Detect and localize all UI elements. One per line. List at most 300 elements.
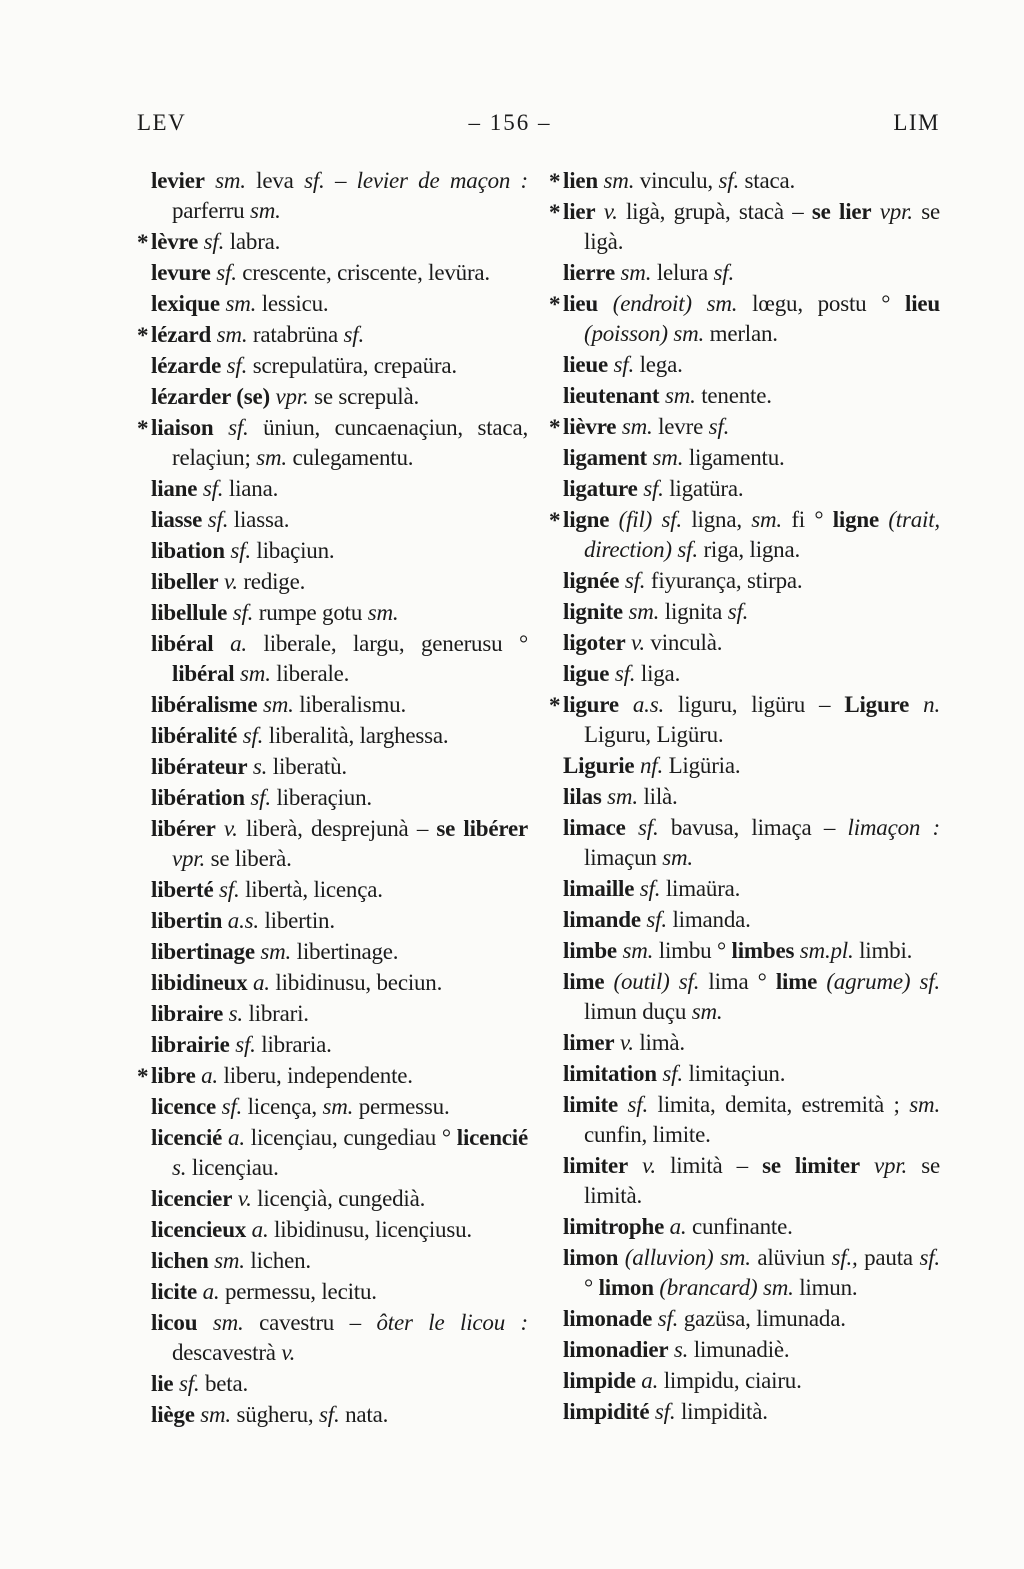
entry-translation: libraria. xyxy=(255,1032,332,1057)
dictionary-entry xyxy=(549,258,940,288)
entry-grammar-or-idiom: sf. xyxy=(213,877,240,902)
entry-headword: lime xyxy=(775,969,818,994)
entry-headword: lime xyxy=(563,969,605,994)
dictionary-entry xyxy=(549,936,940,966)
entry-translation: liberaçiun. xyxy=(270,785,372,810)
dictionary-entry xyxy=(137,1184,528,1214)
entry-grammar-or-idiom: sf. xyxy=(640,907,667,932)
entry-translation: licençià, cungedià. xyxy=(251,1186,426,1211)
entry-translation: se screpulà. xyxy=(308,384,419,409)
entry-headword: limace xyxy=(563,815,626,840)
asterisk-marker: * xyxy=(549,292,561,317)
entry-grammar-or-idiom: sm. xyxy=(751,507,782,532)
entry-grammar-or-idiom: v. xyxy=(628,1153,656,1178)
entry-headword: lignite xyxy=(563,599,623,624)
entry-grammar-or-idiom: v. xyxy=(625,630,645,655)
dictionary-entry xyxy=(137,721,528,751)
entry-grammar-or-idiom: sf. xyxy=(319,1402,340,1427)
entry-translation: limpidu, ciairu. xyxy=(658,1368,802,1393)
entry-grammar-or-idiom: sf. xyxy=(713,260,735,285)
entry-grammar-or-idiom: sf. xyxy=(224,538,251,563)
entry-headword: limpide xyxy=(563,1368,636,1393)
entry-translation: staca. xyxy=(739,168,796,193)
entry-translation: nata. xyxy=(339,1402,389,1427)
entry-translation: lelura xyxy=(651,260,714,285)
entry-grammar-or-idiom: sm.pl. xyxy=(794,938,854,963)
entry-translation: se limità. xyxy=(584,1153,940,1208)
dictionary-entry xyxy=(549,967,940,1027)
entry-grammar-or-idiom: vpr. xyxy=(269,384,309,409)
entry-headword: licencié xyxy=(456,1125,528,1150)
entry-grammar-or-idiom: a. xyxy=(222,1125,245,1150)
dictionary-entry xyxy=(549,782,940,812)
entry-headword: ligament xyxy=(563,445,647,470)
entry-translation: liberale. xyxy=(270,661,350,686)
dictionary-entry xyxy=(549,1243,940,1303)
dictionary-entry xyxy=(137,1369,528,1399)
asterisk-marker: * xyxy=(549,169,561,194)
entry-translation: ligna, xyxy=(681,507,752,532)
dictionary-entry xyxy=(137,1092,528,1122)
entry-headword: lézarder (se) xyxy=(151,384,270,409)
dictionary-entry xyxy=(549,1397,940,1427)
entry-translation: libaçiun. xyxy=(250,538,335,563)
dictionary-entry xyxy=(137,598,528,628)
entry-headword: libellule xyxy=(151,600,228,625)
dictionary-entry xyxy=(137,875,528,905)
entry-grammar-or-idiom: sm. xyxy=(257,692,294,717)
entry-grammar-or-idiom: (poisson) sm. xyxy=(584,321,705,346)
entry-headword: levure xyxy=(151,260,211,285)
entry-headword: libérateur xyxy=(151,754,248,779)
entry-translation: screpulatüra, crepaüra. xyxy=(247,353,457,378)
entry-headword: lièvre xyxy=(563,414,617,439)
dictionary-entry xyxy=(549,566,940,596)
entry-translation: permessu. xyxy=(353,1094,450,1119)
entry-grammar-or-idiom: (brancard) sm. xyxy=(653,1275,794,1300)
entry-grammar-or-idiom: sf. xyxy=(649,1399,676,1424)
dictionary-entry xyxy=(549,1059,940,1089)
entry-grammar-or-idiom: sf. xyxy=(637,476,664,501)
entry-headword: libeller xyxy=(151,569,219,594)
entry-headword: lézard xyxy=(151,322,212,347)
entry-headword: libéralité xyxy=(151,723,238,748)
entry-headword: limbe xyxy=(563,938,617,963)
entry-headword: limpidité xyxy=(563,1399,650,1424)
entry-headword: ligne xyxy=(832,507,879,532)
entry-translation: limà. xyxy=(633,1030,685,1055)
dictionary-entry xyxy=(549,1366,940,1396)
dictionary-entry xyxy=(137,258,528,288)
entry-grammar-or-idiom: vpr. xyxy=(871,199,913,224)
dictionary-column-left xyxy=(137,166,528,1431)
entry-grammar-or-idiom: sf. xyxy=(656,1061,683,1086)
entry-grammar-or-idiom: vpr. xyxy=(859,1153,908,1178)
entry-translation: leva xyxy=(245,168,305,193)
dictionary-entry xyxy=(549,412,940,442)
entry-grammar-or-idiom: sm. xyxy=(250,198,281,223)
entry-headword: lieue xyxy=(563,352,608,377)
entry-headword: libre xyxy=(151,1063,196,1088)
entry-grammar-or-idiom: (trait, direction) sf. xyxy=(584,507,940,562)
entry-headword: licencier xyxy=(151,1186,233,1211)
entry-translation: liberalità, larghessa. xyxy=(263,723,449,748)
entry-headword: lichen xyxy=(151,1248,209,1273)
entry-grammar-or-idiom: v. xyxy=(218,569,238,594)
entry-headword: lilas xyxy=(563,784,602,809)
entry-headword: limiter xyxy=(563,1153,629,1178)
entry-grammar-or-idiom: sm. xyxy=(622,599,660,624)
entry-grammar-or-idiom: sm. xyxy=(691,999,723,1024)
entry-translation: limita, demita, estremità ; xyxy=(648,1092,910,1117)
entry-grammar-or-idiom: sf. xyxy=(619,568,646,593)
entry-translation: descavestrà xyxy=(172,1340,282,1365)
entry-headword: limitrophe xyxy=(563,1214,665,1239)
entry-headword: libidineux xyxy=(151,970,248,995)
dictionary-entry xyxy=(549,905,940,935)
dictionary-entry xyxy=(549,289,940,349)
entry-headword: lier xyxy=(563,199,596,224)
dictionary-entry xyxy=(549,1090,940,1150)
entry-grammar-or-idiom: s. xyxy=(223,1001,243,1026)
entry-translation: libertà, licença. xyxy=(239,877,383,902)
entry-headword: limande xyxy=(563,907,641,932)
entry-grammar-or-idiom: sf. xyxy=(652,1306,679,1331)
entry-grammar-or-idiom: v. xyxy=(614,1030,634,1055)
entry-translation: lima ° xyxy=(699,969,776,994)
entry-headword: libation xyxy=(151,538,225,563)
asterisk-marker: * xyxy=(549,693,561,718)
entry-translation: riga, ligna. xyxy=(697,537,801,562)
entry-grammar-or-idiom: sf. xyxy=(198,229,225,254)
dictionary-entry xyxy=(137,227,528,257)
entry-translation: ligà, grupà, stacà – xyxy=(617,199,812,224)
entry-headword: ligue xyxy=(563,661,610,686)
entry-headword: licencieux xyxy=(151,1217,247,1242)
entry-grammar-or-idiom: sf. xyxy=(221,353,248,378)
entry-headword: limaille xyxy=(563,876,635,901)
entry-grammar-or-idiom: sm. xyxy=(208,1248,245,1273)
entry-translation: sügheru, xyxy=(230,1402,320,1427)
entry-translation: ligatüra. xyxy=(663,476,744,501)
entry-grammar-or-idiom: sm. xyxy=(647,445,684,470)
entry-grammar-or-idiom: sf. xyxy=(213,415,249,440)
entry-grammar-or-idiom: sf. xyxy=(202,507,229,532)
dictionary-entry xyxy=(549,381,940,411)
entry-grammar-or-idiom: sm. xyxy=(367,600,399,625)
entry-grammar-or-idiom: sf. xyxy=(609,661,636,686)
entry-grammar-or-idiom: a.s. xyxy=(618,692,665,717)
entry-translation: cunfin, limite. xyxy=(584,1122,711,1147)
dictionary-entry xyxy=(137,166,528,226)
entry-headword: liège xyxy=(151,1402,195,1427)
entry-headword: se libérer xyxy=(436,816,528,841)
entry-headword: Ligure xyxy=(844,692,910,717)
entry-headword: lieutenant xyxy=(563,383,660,408)
entry-headword: libéral xyxy=(151,631,214,656)
entry-translation: culegamentu. xyxy=(286,445,414,470)
entry-translation: liberatù. xyxy=(267,754,347,779)
dictionary-entry xyxy=(549,1335,940,1365)
dictionary-entry xyxy=(137,629,528,689)
entry-translation: crescente, criscente, levüra. xyxy=(236,260,490,285)
dictionary-entry xyxy=(549,690,940,750)
entry-translation: limanda. xyxy=(666,907,751,932)
dictionary-entry xyxy=(549,874,940,904)
dictionary-entry xyxy=(549,197,940,257)
entry-grammar-or-idiom: sm. xyxy=(597,168,635,193)
entry-grammar-or-idiom: sm. xyxy=(616,414,653,439)
entry-translation: limun duçu xyxy=(584,999,692,1024)
dictionary-entry xyxy=(549,505,940,565)
entry-grammar-or-idiom: sm. xyxy=(219,291,257,316)
entry-grammar-or-idiom: limaçon : xyxy=(847,815,940,840)
entry-grammar-or-idiom: sm. xyxy=(211,322,248,347)
entry-headword: limbes xyxy=(731,938,795,963)
dictionary-entry xyxy=(137,1061,528,1091)
entry-translation: tenente. xyxy=(695,383,772,408)
page-header xyxy=(137,110,940,142)
dictionary-entry xyxy=(137,1246,528,1276)
dictionary-entry xyxy=(137,382,528,412)
entry-headword: limitation xyxy=(563,1061,657,1086)
entry-headword: libérer xyxy=(151,816,216,841)
entry-translation: parferru xyxy=(172,198,251,223)
entry-headword: lieu xyxy=(563,291,598,316)
entry-translation: lignita xyxy=(659,599,728,624)
entry-translation: liana. xyxy=(223,476,279,501)
entry-grammar-or-idiom: sm. xyxy=(909,1092,940,1117)
entry-headword: se limiter xyxy=(762,1153,860,1178)
entry-translation: limun. xyxy=(793,1275,858,1300)
asterisk-marker: * xyxy=(549,415,561,440)
entry-headword: libraire xyxy=(151,1001,224,1026)
entry-grammar-or-idiom: a. xyxy=(664,1214,687,1239)
dictionary-entry xyxy=(137,567,528,597)
entry-translation: vinculà. xyxy=(644,630,723,655)
entry-grammar-or-idiom: sm. xyxy=(256,445,287,470)
dictionary-entry xyxy=(549,597,940,627)
entry-headword: liasse xyxy=(151,507,203,532)
entry-grammar-or-idiom: vpr. xyxy=(172,846,206,871)
entry-grammar-or-idiom: sf. xyxy=(304,168,325,193)
entry-translation: liguru, ligüru – xyxy=(664,692,845,717)
dictionary-entry xyxy=(137,999,528,1029)
dictionary-entry xyxy=(137,1123,528,1183)
entry-translation: limbi. xyxy=(853,938,913,963)
entry-translation: lessicu. xyxy=(256,291,329,316)
entry-headword: lèvre xyxy=(151,229,199,254)
entry-grammar-or-idiom: n. xyxy=(909,692,941,717)
entry-grammar-or-idiom: levier de maçon : xyxy=(356,168,529,193)
entry-headword: licou xyxy=(151,1310,198,1335)
dictionary-entry xyxy=(549,628,940,658)
asterisk-marker: * xyxy=(549,508,561,533)
entry-grammar-or-idiom: sm. xyxy=(601,784,638,809)
dictionary-entry xyxy=(137,968,528,998)
entry-translation: lichen. xyxy=(244,1248,311,1273)
entry-headword: liane xyxy=(151,476,198,501)
entry-grammar-or-idiom: sf. xyxy=(229,1032,256,1057)
entry-headword: librairie xyxy=(151,1032,230,1057)
dictionary-entry xyxy=(549,813,940,873)
dictionary-entry xyxy=(549,751,940,781)
entry-translation: ratabrüna xyxy=(247,322,344,347)
entry-grammar-or-idiom: s. xyxy=(172,1155,187,1180)
entry-grammar-or-idiom: s. xyxy=(668,1337,689,1362)
entry-translation: ligamentu. xyxy=(683,445,785,470)
entry-grammar-or-idiom: s. xyxy=(247,754,268,779)
entry-headword: lierre xyxy=(563,260,615,285)
entry-translation: labra. xyxy=(224,229,281,254)
entry-grammar-or-idiom: ôter le licou : xyxy=(376,1310,528,1335)
entry-grammar-or-idiom: sm. xyxy=(322,1094,354,1119)
entry-translation: lega. xyxy=(634,352,683,377)
entry-grammar-or-idiom: a. xyxy=(197,1279,220,1304)
dictionary-entry xyxy=(549,350,940,380)
dictionary-entry xyxy=(137,413,528,473)
entry-translation: liberalismu. xyxy=(293,692,407,717)
entry-grammar-or-idiom: sf. xyxy=(919,1245,940,1270)
entry-translation: cunfinante. xyxy=(686,1214,793,1239)
entry-translation: limpidità. xyxy=(675,1399,768,1424)
entry-translation: bavusa, limaça – xyxy=(658,815,848,840)
dictionary-entry xyxy=(137,1030,528,1060)
entry-translation: vinculu, xyxy=(634,168,719,193)
entry-headword: licencié xyxy=(151,1125,223,1150)
entry-headword: limite xyxy=(563,1092,618,1117)
entry-grammar-or-idiom: a.s. xyxy=(222,908,259,933)
entry-grammar-or-idiom: (alluvion) sm. xyxy=(618,1245,751,1270)
entry-translation: levre xyxy=(652,414,709,439)
entry-grammar-or-idiom: sf., xyxy=(831,1245,858,1270)
page-number: – 156 – xyxy=(468,110,552,135)
entry-headword: ligoter xyxy=(563,630,626,655)
entry-headword: se lier xyxy=(811,199,872,224)
entry-translation: libertin. xyxy=(258,908,335,933)
entry-translation: üniun, cuncaenaçiun, staca, relaçiun; xyxy=(172,415,528,470)
entry-headword: limer xyxy=(563,1030,615,1055)
entry-grammar-or-idiom: sf. xyxy=(634,876,661,901)
dictionary-entry xyxy=(549,1212,940,1242)
dictionary-entry xyxy=(137,814,528,874)
entry-translation: licençiau, cungediau ° xyxy=(244,1125,457,1150)
dictionary-entry xyxy=(137,1277,528,1307)
dictionary-entry xyxy=(137,474,528,504)
entry-grammar-or-idiom: v. xyxy=(281,1340,296,1365)
entry-grammar-or-idiom: sf. xyxy=(343,322,365,347)
asterisk-marker: * xyxy=(137,1064,149,1089)
entry-translation: cavestru – xyxy=(243,1310,377,1335)
entry-grammar-or-idiom: sm. xyxy=(204,168,246,193)
entry-grammar-or-idiom: sm. xyxy=(662,845,693,870)
dictionary-column-right xyxy=(549,166,940,1431)
entry-headword: levier xyxy=(151,168,205,193)
entry-headword: lignée xyxy=(563,568,620,593)
entry-translation: fi ° xyxy=(781,507,833,532)
dictionary-entry xyxy=(137,1400,528,1430)
entry-headword: ligne xyxy=(563,507,610,532)
entry-translation: limità – xyxy=(655,1153,763,1178)
entry-translation: libertinage. xyxy=(291,939,399,964)
dictionary-entry xyxy=(137,1308,528,1368)
dictionary-entry xyxy=(137,752,528,782)
dictionary-entry xyxy=(549,1151,940,1211)
entry-grammar-or-idiom: (fil) sf. xyxy=(609,507,682,532)
entry-headword: libéralisme xyxy=(151,692,258,717)
entry-translation: liga. xyxy=(635,661,681,686)
entry-grammar-or-idiom: sf. xyxy=(216,1094,243,1119)
entry-grammar-or-idiom: a. xyxy=(195,1063,218,1088)
running-head-right: LIM xyxy=(893,110,940,135)
dictionary-entry xyxy=(137,505,528,535)
entry-translation: liberà, desprejunà – xyxy=(237,816,437,841)
entry-headword: licence xyxy=(151,1094,217,1119)
entry-headword: ligure xyxy=(563,692,619,717)
entry-translation: beta. xyxy=(199,1371,249,1396)
asterisk-marker: * xyxy=(137,323,149,348)
dictionary-entry xyxy=(549,659,940,689)
entry-headword: limon xyxy=(598,1275,654,1300)
entry-grammar-or-idiom: sf. xyxy=(244,785,271,810)
entry-translation: merlan. xyxy=(704,321,778,346)
entry-headword: licite xyxy=(151,1279,198,1304)
entry-grammar-or-idiom: v. xyxy=(595,199,618,224)
entry-headword: lie xyxy=(151,1371,174,1396)
entry-headword: lexique xyxy=(151,291,220,316)
entry-translation: librari. xyxy=(242,1001,309,1026)
entry-translation: – xyxy=(324,168,357,193)
entry-grammar-or-idiom: sm. xyxy=(615,260,652,285)
entry-headword: limon xyxy=(563,1245,619,1270)
dictionary-entry xyxy=(549,474,940,504)
entry-translation: redige. xyxy=(237,569,306,594)
entry-headword: limonade xyxy=(563,1306,653,1331)
entry-translation: permessu, lecitu. xyxy=(219,1279,377,1304)
entry-translation: limaüra. xyxy=(660,876,741,901)
entry-grammar-or-idiom: sf. xyxy=(727,599,749,624)
entry-grammar-or-idiom: sf. xyxy=(227,600,254,625)
entry-grammar-or-idiom: sf. xyxy=(718,168,739,193)
dictionary-entry xyxy=(137,906,528,936)
dictionary-entry xyxy=(137,690,528,720)
entry-headword: libération xyxy=(151,785,245,810)
dictionary-entry xyxy=(137,937,528,967)
dictionary-entry xyxy=(549,1028,940,1058)
entry-grammar-or-idiom: sf. xyxy=(210,260,237,285)
entry-headword: lézarde xyxy=(151,353,222,378)
entry-translation: Liguru, Ligüru. xyxy=(584,722,724,747)
entry-headword: lieu xyxy=(905,291,940,316)
entry-translation: liberale, largu, generusu ° xyxy=(246,631,528,656)
dictionary-entry xyxy=(549,443,940,473)
entry-grammar-or-idiom: sf. xyxy=(197,476,224,501)
entry-translation: lœgu, postu ° xyxy=(737,291,906,316)
entry-grammar-or-idiom: sm. xyxy=(616,938,654,963)
entry-headword: lien xyxy=(563,168,598,193)
dictionary-entry xyxy=(137,1215,528,1245)
dictionary-entry xyxy=(137,320,528,350)
entry-grammar-or-idiom: a. xyxy=(246,1217,269,1242)
entry-translation: limitaçiun. xyxy=(682,1061,786,1086)
entry-grammar-or-idiom: v. xyxy=(232,1186,252,1211)
asterisk-marker: * xyxy=(137,230,149,255)
dictionary-columns xyxy=(137,166,940,1431)
entry-translation: alüviun xyxy=(750,1245,832,1270)
entry-grammar-or-idiom: sm. xyxy=(194,1402,231,1427)
entry-translation: licençiau. xyxy=(186,1155,279,1180)
dictionary-entry xyxy=(549,1304,940,1334)
